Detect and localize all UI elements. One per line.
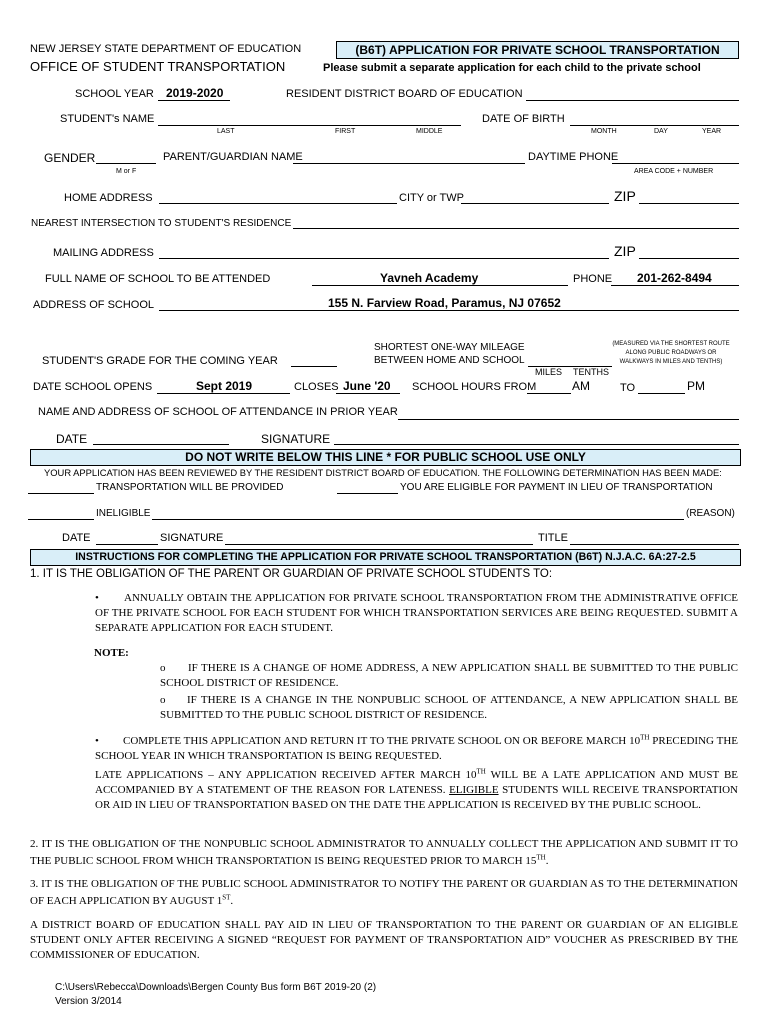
ineligible-label: INELIGIBLE: [96, 508, 151, 519]
month-caption: MONTH: [591, 128, 617, 135]
hours-label: SCHOOL HOURS FROM: [412, 381, 537, 393]
mailing-field[interactable]: [159, 258, 609, 259]
grade-label: STUDENT'S GRADE FOR THE COMING YEAR: [42, 355, 278, 367]
bullet-2-text: COMPLETE THIS APPLICATION AND RETURN IT TO THE PRIVATE SCHOOL ON OR BEFORE MARCH 10TH PRECEDING THE SCHOOL YEAR IN WHICH TRANSPORTATION IS BEING REQUESTED.: [95, 733, 738, 762]
day-caption: DAY: [654, 128, 668, 135]
gender-field[interactable]: [96, 163, 156, 164]
zip-field[interactable]: [639, 203, 739, 204]
reviewed-text: YOUR APPLICATION HAS BEEN REVIEWED BY THE RESIDENT DISTRICT BOARD OF EDUCATION. THE FOLLOWING DETERMINATION HAS BEEN MADE:: [44, 467, 722, 478]
office-name: OFFICE OF STUDENT TRANSPORTATION: [30, 59, 286, 74]
reason-field[interactable]: [152, 519, 684, 520]
tenths-caption: TENTHS: [573, 367, 609, 377]
parent-field[interactable]: [293, 163, 525, 164]
city-field[interactable]: [461, 203, 609, 204]
provided-field[interactable]: [28, 493, 94, 494]
resident-board-field[interactable]: [526, 100, 739, 101]
zip2-label: ZIP: [614, 243, 636, 259]
school-address-label: ADDRESS OF SCHOOL: [33, 299, 155, 311]
resident-board-label: RESIDENT DISTRICT BOARD OF EDUCATION: [286, 88, 523, 100]
date-field[interactable]: [93, 444, 229, 445]
miles-caption: MILES: [535, 367, 563, 377]
official-banner: DO NOT WRITE BELOW THIS LINE * FOR PUBLIC SCHOOL USE ONLY: [30, 449, 741, 466]
prior-school-field[interactable]: [398, 419, 739, 420]
mileage-label-1: SHORTEST ONE-WAY MILEAGE: [374, 342, 525, 353]
footer-version: Version 3/2014: [55, 996, 122, 1007]
home-address-field[interactable]: [159, 203, 397, 204]
prior-school-label: NAME AND ADDRESS OF SCHOOL OF ATTENDANCE IN PRIOR YEAR: [38, 406, 398, 418]
first-caption: FIRST: [335, 128, 356, 135]
date-label: DATE: [56, 432, 88, 446]
dob-field[interactable]: [570, 125, 739, 126]
note-1-text: IF THERE IS A CHANGE OF HOME ADDRESS, A NEW APPLICATION SHALL BE SUBMITTED TO THE PUBLIC SCHOOL DISTRICT OF RESIDENCE.: [160, 662, 738, 689]
signature-label: SIGNATURE: [261, 432, 331, 446]
gender-label: GENDER: [44, 151, 96, 165]
opens-label: DATE SCHOOL OPENS: [33, 381, 153, 393]
home-address-label: HOME ADDRESS: [64, 192, 153, 204]
eligible-field[interactable]: [337, 493, 398, 494]
official-title-field[interactable]: [570, 544, 739, 545]
closes-label: CLOSES: [294, 381, 339, 393]
signature-field[interactable]: [334, 444, 739, 445]
form-title: (B6T) APPLICATION FOR PRIVATE SCHOOL TRANSPORTATION: [336, 41, 739, 59]
dob-label: DATE OF BIRTH: [482, 113, 565, 125]
grade-field[interactable]: [291, 366, 337, 367]
parent-label: PARENT/GUARDIAN NAME: [163, 151, 303, 163]
middle-caption: MIDDLE: [416, 128, 443, 135]
mileage-label-2: BETWEEN HOME AND SCHOOL: [374, 355, 525, 366]
hours-from-field[interactable]: [527, 393, 571, 394]
instructions-item-1: 1. IT IS THE OBLIGATION OF THE PARENT OR GUARDIAN OF PRIVATE SCHOOL STUDENTS TO:: [30, 568, 553, 580]
phone-label: DAYTIME PHONE: [528, 151, 619, 163]
am-label: AM: [572, 379, 590, 393]
note-2-text: IF THERE IS A CHANGE IN THE NONPUBLIC SCHOOL OF ATTENDANCE, A NEW APPLICATION SHALL BE SUBMITTED TO THE PUBLIC SCHOOL DISTRICT OF RESIDENCE.: [160, 694, 738, 721]
bullet-1-mark: •: [95, 592, 99, 604]
school-year-label: SCHOOL YEAR: [75, 88, 154, 100]
hours-to-field[interactable]: [638, 393, 685, 394]
note-label: NOTE:: [94, 647, 129, 659]
measured-note: (MEASURED VIA THE SHORTEST ROUTE ALONG PUBLIC ROADWAYS OR WALKWAYS IN MILES AND TENTHS): [612, 341, 730, 365]
area-code-caption: AREA CODE + NUMBER: [634, 168, 714, 175]
school-year-value[interactable]: 2019-2020: [166, 86, 224, 100]
year-caption: YEAR: [702, 128, 722, 135]
provided-label: TRANSPORTATION WILL BE PROVIDED: [96, 482, 284, 493]
to-label: TO: [620, 382, 636, 394]
official-signature-label: SIGNATURE: [160, 532, 224, 544]
zip2-field[interactable]: [639, 258, 739, 259]
city-label: CITY or TWP: [399, 192, 464, 204]
intersection-field[interactable]: [293, 228, 739, 229]
instructions-banner: INSTRUCTIONS FOR COMPLETING THE APPLICATION FOR PRIVATE SCHOOL TRANSPORTATION (B6T) N.J.A.C. 6A:27-2.5: [30, 549, 741, 566]
note-1-mark: o: [160, 662, 166, 674]
reason-label: (REASON): [686, 508, 735, 519]
ineligible-field[interactable]: [28, 519, 94, 520]
student-name-field[interactable]: [158, 125, 461, 126]
bullet-1-text: ANNUALLY OBTAIN THE APPLICATION FOR PRIVATE SCHOOL TRANSPORTATION FROM THE ADMINISTRATIVE OFFICE OF THE PRIVATE SCHOOL FOR EACH STUDENT FOR WHICH TRANSPORTATION SERVICES ARE BEING REQUESTED. SUBMIT A SEPARATE APPLICATION FOR EACH STUDENT.: [95, 592, 738, 634]
official-date-label: DATE: [62, 532, 91, 544]
school-name-value[interactable]: Yavneh Academy: [380, 271, 479, 285]
official-signature-field[interactable]: [225, 544, 533, 545]
official-title-label: TITLE: [538, 532, 568, 544]
form-subtitle: Please submit a separate application for each child to the private school: [323, 62, 701, 74]
intersection-label: NEAREST INTERSECTION TO STUDENT'S RESIDENCE: [31, 218, 292, 229]
school-name-label: FULL NAME OF SCHOOL TO BE ATTENDED: [45, 273, 271, 285]
mailing-label: MAILING ADDRESS: [53, 247, 154, 259]
opens-value[interactable]: Sept 2019: [196, 379, 253, 393]
last-caption: LAST: [217, 128, 235, 135]
school-address-value[interactable]: 155 N. Farview Road, Paramus, NJ 07652: [328, 296, 561, 310]
school-phone-value[interactable]: 201-262-8494: [637, 271, 712, 285]
footer-path: C:\Users\Rebecca\Downloads\Bergen County Bus form B6T 2019-20 (2): [55, 982, 377, 993]
m-or-f-caption: M or F: [116, 168, 137, 175]
student-name-label: STUDENT's NAME: [60, 113, 155, 125]
note-2-mark: o: [160, 694, 166, 706]
official-date-field[interactable]: [96, 544, 158, 545]
instructions-item-3: 3. IT IS THE OBLIGATION OF THE PUBLIC SCHOOL ADMINISTRATOR TO NOTIFY THE PARENT OR GUARDIAN AS TO THE DETERMINATION OF EACH APPLICATION BY AUGUST 1ST.: [30, 878, 738, 907]
closes-value[interactable]: June '20: [343, 379, 391, 393]
instructions-item-2: 2. IT IS THE OBLIGATION OF THE NONPUBLIC SCHOOL ADMINISTRATOR TO ANNUALLY COLLECT THE APPLICATION AND SUBMIT IT TO THE PUBLIC SCHOOL FROM WHICH TRANSPORTATION IS BEING REQUESTED PRIOR TO MARCH 15TH.: [30, 838, 738, 867]
school-phone-label: PHONE: [573, 273, 613, 285]
zip-label: ZIP: [614, 188, 636, 204]
bullet-2-mark: •: [95, 735, 99, 747]
pm-label: PM: [687, 379, 705, 393]
late-applications-text: LATE APPLICATIONS – ANY APPLICATION RECEIVED AFTER MARCH 10TH WILL BE A LATE APPLICATION AND MUST BE ACCOMPANIED BY A STATEMENT OF THE REASON FOR LATENESS. ELIGIBLE STUDENTS WILL RECEIVE TRANSPORTATION OR AID IN LIEU OF TRANSPORTATION BASED ON THE DATE THE APPLICATION IS RECEIVED BY THE PUBLIC SCHOOL.: [95, 767, 738, 811]
dept-name: NEW JERSEY STATE DEPARTMENT OF EDUCATION: [30, 43, 302, 55]
phone-field[interactable]: [612, 163, 739, 164]
eligible-label: YOU ARE ELIGIBLE FOR PAYMENT IN LIEU OF TRANSPORTATION: [400, 482, 713, 493]
final-paragraph: A DISTRICT BOARD OF EDUCATION SHALL PAY AID IN LIEU OF TRANSPORTATION TO THE PARENT OR GUARDIAN OF AN ELIGIBLE STUDENT ONLY AFTER RECEIVING A SIGNED “REQUEST FOR PAYMENT OF TRANSPORTATION AID” VOUCHER AS PRESCRIBED BY THE COMMISSIONER OF EDUCATION.: [30, 919, 738, 961]
